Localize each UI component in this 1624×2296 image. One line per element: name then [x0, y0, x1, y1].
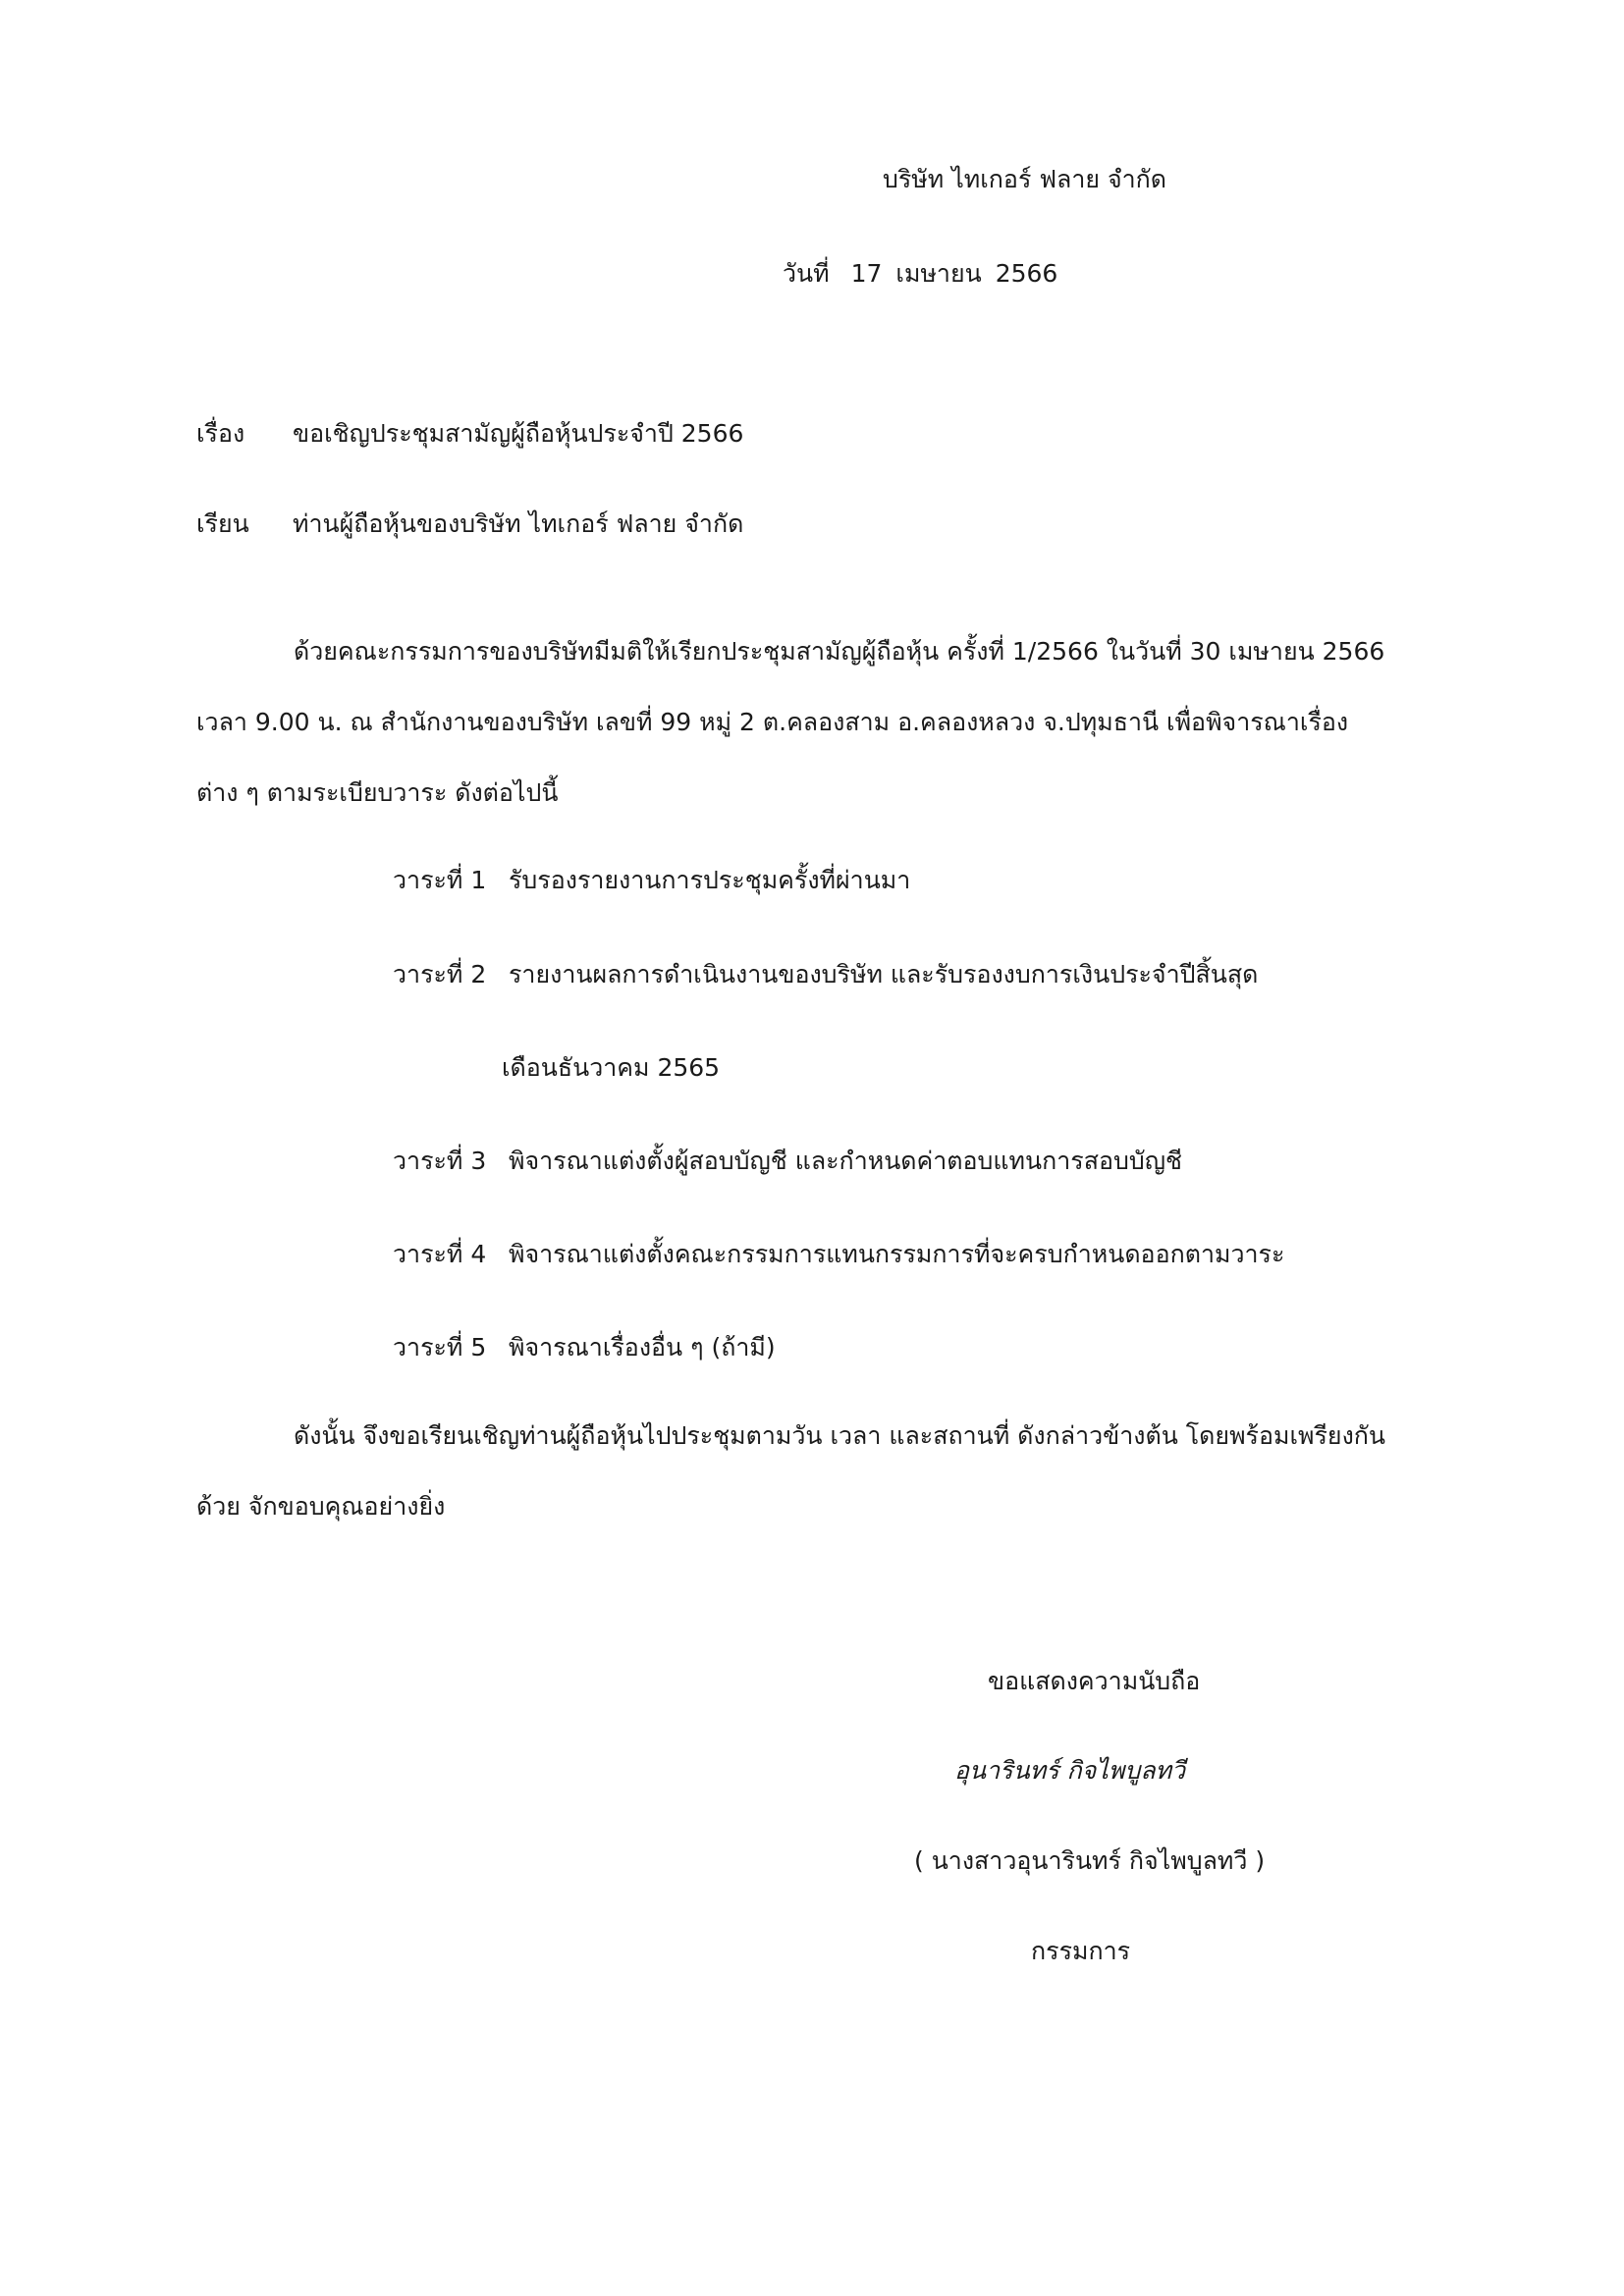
subject-label: เรื่อง	[196, 419, 245, 448]
agenda-text: พิจารณาแต่งตั้งผู้สอบบัญชี และกำหนดค่าตอบแทนการสอบบัญชี	[509, 1147, 1182, 1175]
agenda-text: รายงานผลการดำเนินงานของบริษัท และรับรองงบการเงินประจำปีสิ้นสุด	[509, 960, 1259, 988]
date-month: เมษายน	[895, 259, 982, 288]
agenda-item	[393, 962, 1258, 987]
closing-paragraph-line: ดังนั้น จึงขอเรียนเชิญท่านผู้ถือหุ้นไปประชุมตามวัน เวลา และสถานที่ ดังกล่าวข้างต้น โดยพร้อมเพรียงกัน	[294, 1421, 1385, 1450]
intro-line: ด้วยคณะกรรมการของบริษัทมีมติให้เรียกประชุมสามัญผู้ถือหุ้น ครั้งที่ 1/2566 ในวันที่ 30 เมษายน 2566	[294, 637, 1385, 666]
closing-paragraph-line: ด้วย จักขอบคุณอย่างยิ่ง	[196, 1492, 446, 1521]
recipient-text: ท่านผู้ถือหุ้นของบริษัท ไทเกอร์ ฟลาย จำกัด	[293, 509, 744, 538]
agenda-number: วาระที่ 4	[393, 1240, 487, 1268]
subject-line	[196, 421, 743, 446]
complimentary-close: ขอแสดงความนับถือ	[988, 1667, 1201, 1695]
agenda-item	[393, 868, 910, 892]
agenda-number: วาระที่ 2	[393, 960, 487, 988]
intro-line: ต่าง ๆ ตามระเบียบวาระ ดังต่อไปนี้	[196, 778, 559, 807]
company-name: บริษัท ไทเกอร์ ฟลาย จำกัด	[883, 165, 1167, 193]
signer-name: ( นางสาวอุนารินทร์ กิจไพบูลทวี )	[914, 1846, 1266, 1875]
agenda-continuation: เดือนธันวาคม 2565	[502, 1053, 721, 1082]
agenda-text: รับรองรายงานการประชุมครั้งที่ผ่านมา	[509, 866, 911, 894]
agenda-number: วาระที่ 3	[393, 1147, 487, 1175]
agenda-text: พิจารณาเรื่องอื่น ๆ (ถ้ามี)	[509, 1333, 776, 1362]
recipient-label: เรียน	[196, 509, 249, 538]
agenda-number: วาระที่ 1	[393, 866, 487, 894]
date-day: 17	[850, 259, 883, 288]
agenda-number: วาระที่ 5	[393, 1333, 487, 1362]
agenda-item	[393, 1335, 776, 1360]
agenda-text: พิจารณาแต่งตั้งคณะกรรมการแทนกรรมการที่จะครบกำหนดออกตามวาระ	[509, 1240, 1285, 1268]
intro-line: เวลา 9.00 น. ณ สำนักงานของบริษัท เลขที่ 99 หมู่ 2 ต.คลองสาม อ.คลองหลวง จ.ปทุมธานี เพื่อพิจารณาเรื่อง	[196, 708, 1349, 736]
signer-position: กรรมการ	[1031, 1937, 1131, 1965]
recipient-line	[196, 511, 743, 536]
date-year: 2566	[995, 259, 1058, 288]
agenda-item	[393, 1148, 1182, 1173]
letter-date	[783, 261, 1057, 286]
date-label: วันที่	[783, 259, 830, 288]
subject-text: ขอเชิญประชุมสามัญผู้ถือหุ้นประจำปี 2566	[293, 419, 744, 448]
signature: อุนารินทร์ กิจไพบูลทวี	[954, 1756, 1186, 1785]
agenda-item	[393, 1242, 1284, 1266]
